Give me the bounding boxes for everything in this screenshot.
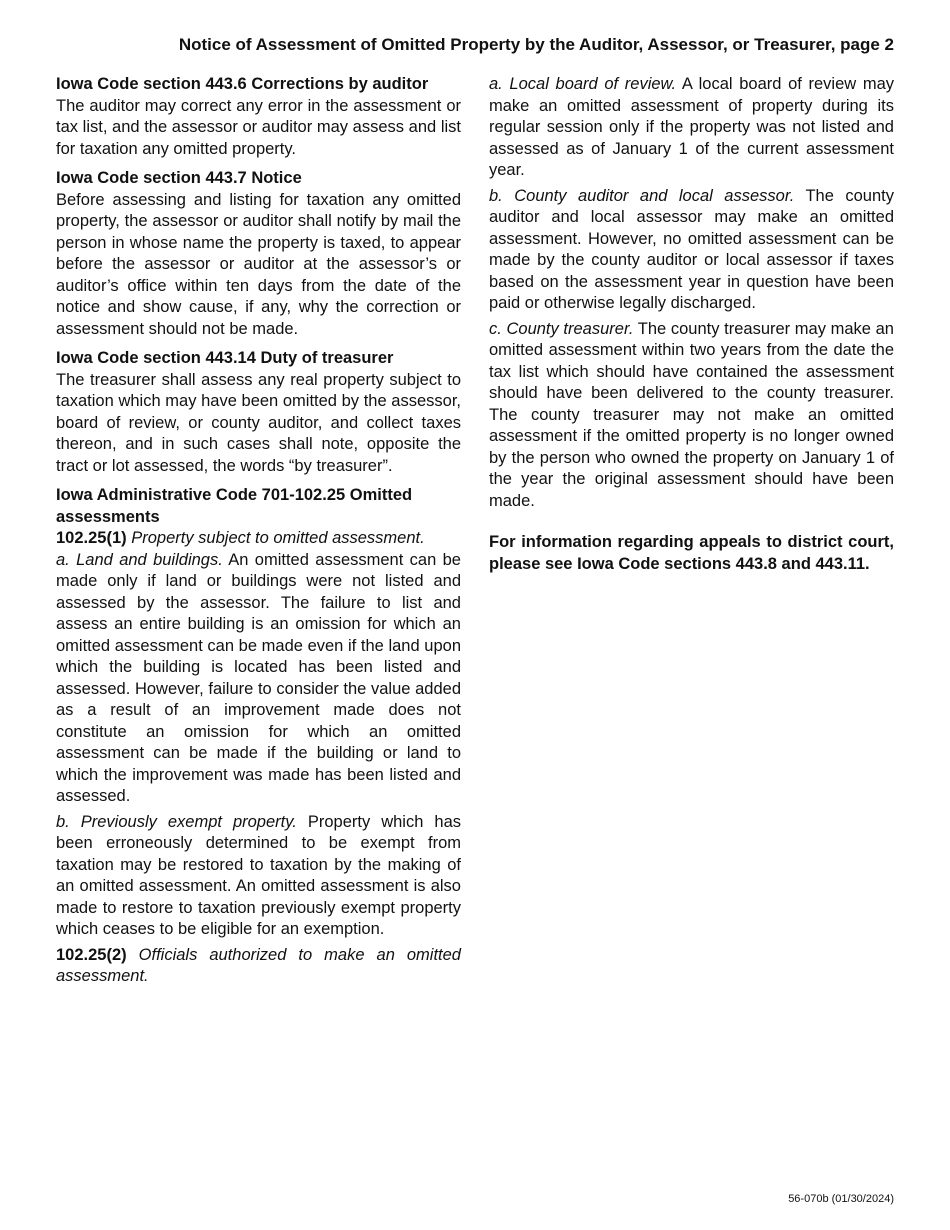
section-body: Before assessing and listing for taxation any omitted property, the assessor or auditor shall notify by mail the person in whose name the property is taxed, to appear before the assessor or auditor at the assessor’s or auditor’s office within ten days from the date of the notice and show cause, if any, why the correction or assessment should not be made. bbox=[56, 190, 461, 338]
paragraph-body: The county treasurer may make an omitted assessment within two years from the date the tax list which should have contained the assessment should have been delivered to the county treasurer. The county treasurer may not make an omitted assessment if the omitted property is no longer owned by the person who owned the property on January 1 of the year the original assessment should have been made. bbox=[489, 319, 894, 510]
paragraph-county-treasurer bbox=[489, 319, 894, 513]
section-corrections-by-auditor bbox=[56, 74, 461, 160]
appeals-note: For information regarding appeals to district court, please see Iowa Code sections 443.8 and 443.11. bbox=[489, 533, 894, 573]
paragraph-lead: a. Local board of review. bbox=[489, 75, 677, 93]
paragraph-lead: b. Previously exempt property. bbox=[56, 812, 297, 831]
rule-102-25-2 bbox=[56, 945, 461, 988]
paragraph-body: A local board of review may make an omitted assessment of property during its regular session only if the property was not listed and assessed as of January 1 of the current assessment year. bbox=[489, 75, 894, 179]
section-duty-of-treasurer bbox=[56, 348, 461, 477]
paragraph-body: An omitted assessment can be made only if land or buildings were not listed and assessed by the assessor. The failure to list and assess an entire building is an omission for which an omitted assessment can be made even if the land upon which the building is located has been listed and assessed. However, failure to consider the value added as a result of an improvement made does not constitute an omission for which an omitted assessment can be made if the building or land to which the improvement was made has been listed and assessed. bbox=[56, 550, 461, 805]
section-omitted-assessments bbox=[56, 485, 461, 988]
rule-label: 102.25(2) bbox=[56, 945, 127, 964]
section-body: The treasurer shall assess any real property subject to taxation which may have been omitted by the assessor, board of review, or county auditor, and collect taxes thereon, and in such cases shall note, opposite the tract or lot assessed, the words “by treasurer”. bbox=[56, 370, 461, 475]
paragraph-body: Property which has been erroneously determined to be exempt from taxation may be restored to taxation by the making of an omitted assessment. An omitted assessment is also made to restore to taxation previously exempt property which ceases to be eligible for an exemption. bbox=[56, 812, 461, 938]
section-heading: Iowa Code section 443.6 Corrections by auditor bbox=[56, 75, 429, 93]
left-column bbox=[56, 74, 461, 996]
section-notice bbox=[56, 168, 461, 340]
paragraph-local-board-of-review bbox=[489, 74, 894, 182]
paragraph-lead: b. County auditor and local assessor. bbox=[489, 186, 795, 205]
paragraph-body: The county auditor and local assessor may make an omitted assessment. However, no omitted assessment can be made by the county auditor or local assessor if taxes based on the assessment year in question have been paid or otherwise legally discharged. bbox=[489, 186, 894, 312]
paragraph-land-and-buildings bbox=[56, 550, 461, 808]
section-heading: Iowa Administrative Code 701-102.25 Omitted assessments bbox=[56, 486, 413, 526]
section-body: The auditor may correct any error in the assessment or tax list, and the assessor or auditor may assess and list for taxation any omitted property. bbox=[56, 96, 461, 158]
form-id: 56-070b (01/30/2024) bbox=[788, 1193, 894, 1205]
paragraph-county-auditor-assessor bbox=[489, 186, 894, 315]
paragraph-previously-exempt bbox=[56, 812, 461, 941]
rule-title: Property subject to omitted assessment. bbox=[131, 529, 425, 547]
right-column bbox=[489, 74, 894, 579]
rule-102-25-1 bbox=[56, 528, 461, 550]
section-heading: Iowa Code section 443.7 Notice bbox=[56, 169, 302, 187]
page-title: Notice of Assessment of Omitted Property by the Auditor, Assessor, or Treasurer, page 2 bbox=[178, 35, 894, 54]
paragraph-lead: a. Land and buildings. bbox=[56, 550, 223, 569]
rule-title: Officials authorized to make an omitted assessment. bbox=[56, 945, 461, 985]
paragraph-lead: c. County treasurer. bbox=[489, 319, 634, 338]
section-heading: Iowa Code section 443.14 Duty of treasurer bbox=[56, 349, 394, 367]
rule-label: 102.25(1) bbox=[56, 529, 127, 547]
